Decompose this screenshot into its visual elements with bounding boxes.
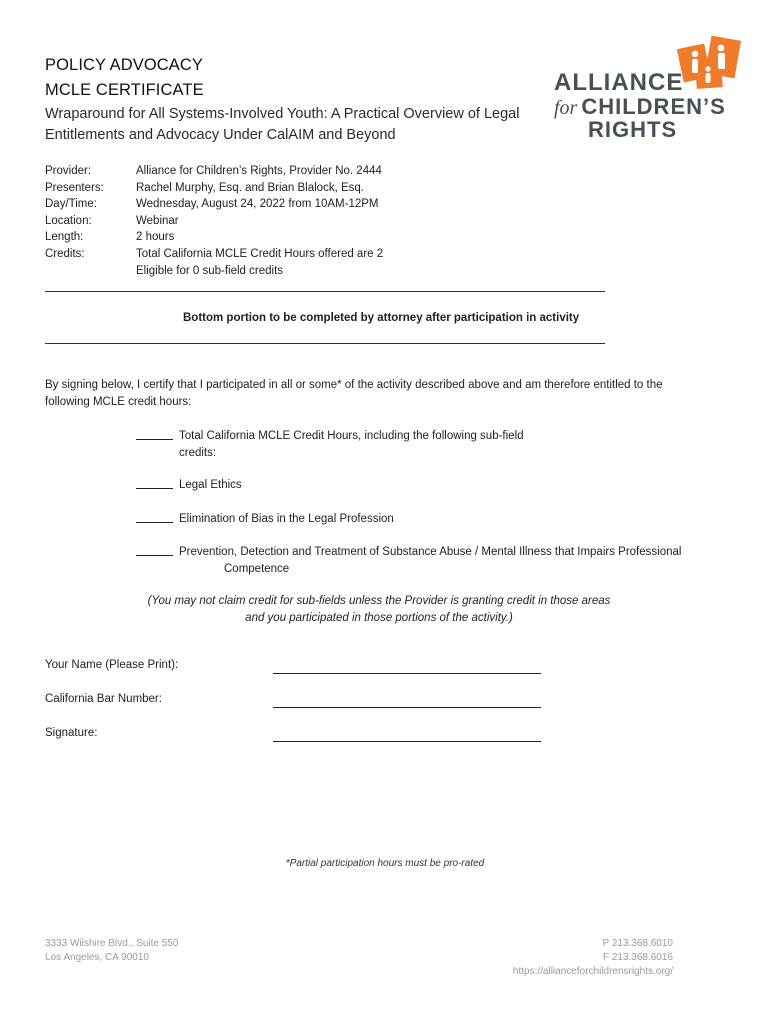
partial-participation-note: *Partial participation hours must be pro-rated <box>285 858 485 869</box>
certification-statement <box>45 377 663 411</box>
certificate-title-line1: POLICY ADVOCACY <box>45 56 204 74</box>
name-label: Your Name (Please Print): <box>45 659 179 671</box>
divider-bottom <box>45 343 605 344</box>
footer-address <box>45 937 178 965</box>
credit-total-label: Total California MCLE Credit Hours, including the following sub-field <box>179 430 524 442</box>
info-label <box>45 263 136 280</box>
certificate-title-line2: MCLE CERTIFICATE <box>45 81 204 99</box>
divider-top <box>45 291 605 292</box>
address-line2: Los Angeles, CA 90010 <box>45 952 149 963</box>
subfield-note-line1: (You may not claim credit for sub-fields unless the Provider is granting credit in those areas <box>147 595 611 607</box>
info-value: Alliance for Children’s Rights, Provider No. 2444 <box>136 165 382 177</box>
footer-contact <box>513 937 673 979</box>
credit-total-blank[interactable] <box>136 428 173 440</box>
signature-label: Signature: <box>45 727 98 739</box>
course-title-line2: Entitlements and Advocacy Under CalAIM and Beyond <box>45 127 396 143</box>
info-value: Total California MCLE Credit Hours offered are 2 <box>136 247 384 260</box>
info-label: Day/Time: <box>45 198 97 211</box>
credit-substance-blank[interactable] <box>136 544 173 556</box>
logo-text-rights: RIGHTS <box>588 117 678 142</box>
credit-item-bias <box>136 511 726 528</box>
signature-input-line[interactable] <box>273 728 541 742</box>
info-value: 2 hours <box>136 231 175 244</box>
subfield-note <box>0 593 770 627</box>
phone-number: P 213.368.6010 <box>602 938 673 949</box>
info-label: Credits: <box>45 247 85 260</box>
name-input-line[interactable] <box>273 660 541 674</box>
info-row <box>45 196 505 213</box>
course-title <box>45 104 519 146</box>
info-row <box>45 180 505 197</box>
alliance-logo <box>548 34 748 144</box>
fax-number: F 213.368.6016 <box>602 952 673 963</box>
credit-ethics-label: Legal Ethics <box>179 479 242 491</box>
certification-line1: By signing below, I certify that I participated in all or some* of the activity described above and am therefore entitled to the <box>45 379 663 391</box>
credit-item-substance-abuse <box>136 544 726 577</box>
credit-substance-label-line2: Competence <box>224 562 290 575</box>
credit-substance-label: Prevention, Detection and Treatment of Substance Abuse / Mental Illness that Impairs Professional <box>179 546 682 558</box>
info-row <box>45 163 505 180</box>
credit-total-label-line2: credits: <box>179 446 217 459</box>
info-value: Wednesday, August 24, 2022 from 10AM-12PM <box>136 198 379 211</box>
logo-text-alliance: ALLIANCE <box>554 69 684 96</box>
info-value: Eligible for 0 sub-field credits <box>136 264 284 277</box>
info-label: Location: <box>45 214 92 227</box>
credit-item-total <box>136 428 726 461</box>
address-line1: 3333 Wilshire Blvd., Suite 550 <box>45 938 179 949</box>
credit-bias-blank[interactable] <box>136 511 173 523</box>
bar-number-input-line[interactable] <box>273 694 541 708</box>
credit-ethics-blank[interactable] <box>136 477 173 489</box>
info-row <box>45 246 505 263</box>
section-heading: Bottom portion to be completed by attorney after participation in activity <box>183 312 580 324</box>
credit-item-ethics <box>136 477 726 494</box>
info-row <box>45 213 505 230</box>
info-row <box>45 263 505 280</box>
info-value: Rachel Murphy, Esq. and Brian Blalock, Esq. <box>136 181 364 194</box>
logo-text-for: for <box>554 97 578 119</box>
family-icon <box>674 34 746 92</box>
course-info-table <box>45 163 505 279</box>
subfield-note-line2: and you participated in those portions of the activity.) <box>245 612 513 624</box>
website-link[interactable]: https://allianceforchildrensrights.org/ <box>512 966 673 977</box>
info-row <box>45 229 505 246</box>
logo-text-childrens: CHILDREN’S <box>581 94 726 119</box>
course-title-line1: Wraparound for All Systems-Involved Youth: A Practical Overview of Legal <box>45 106 520 122</box>
credit-bias-label: Elimination of Bias in the Legal Profession <box>179 513 394 525</box>
info-label: Provider: <box>45 165 92 177</box>
info-label: Presenters: <box>45 181 104 194</box>
info-label: Length: <box>45 231 84 244</box>
info-value: Webinar <box>136 214 179 227</box>
certification-line2: following MCLE credit hours: <box>45 396 192 408</box>
bar-number-label: California Bar Number: <box>45 693 162 705</box>
